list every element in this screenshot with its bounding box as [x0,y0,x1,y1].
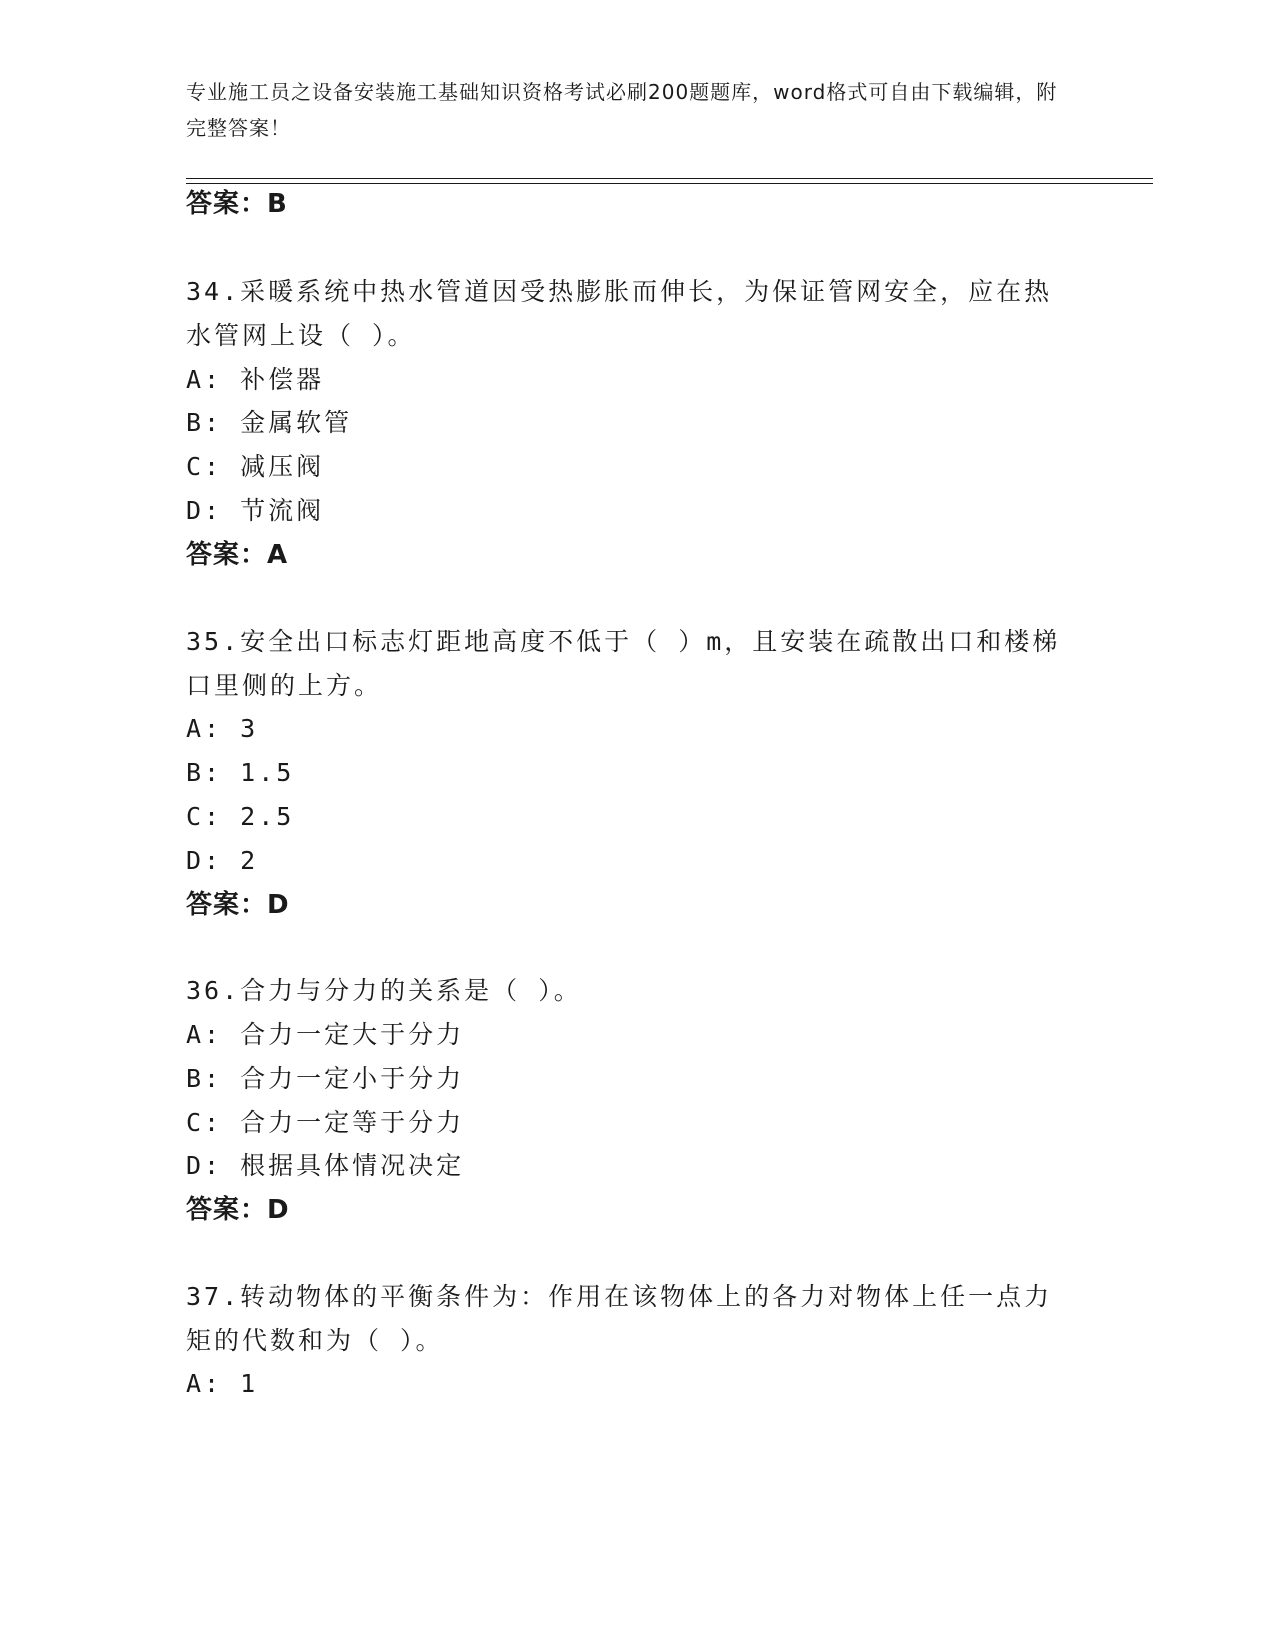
question-stem-continued: 矩的代数和为（ ）。 [186,1326,444,1355]
option-c: C: 2.5 [186,802,295,831]
question-stem-continued: 水管网上设（ ）。 [186,321,416,350]
option-d: D: 2 [186,846,259,875]
option-b: B: 金属软管 [186,408,353,437]
question-stem: 37.转动物体的平衡条件为：作用在该物体上的各力对物体上任一点力 [186,1282,1053,1311]
option-d: D: 节流阀 [186,496,325,525]
header-divider-bottom [186,183,1153,184]
answer-line: 答案：B [186,189,288,219]
option-b: B: 合力一定小于分力 [186,1064,465,1093]
document-header: 专业施工员之设备安装施工基础知识资格考试必刷200题题库，word格式可自由下载编辑，附完整答案！ [186,80,1058,140]
option-c: C: 减压阀 [186,452,325,481]
option-a: A: 补偿器 [186,365,325,394]
option-a: A: 1 [186,1369,259,1398]
question-stem: 34.采暖系统中热水管道因受热膨胀而伸长，为保证管网安全，应在热 [186,277,1053,306]
answer-line: 答案：A [186,540,289,570]
option-b: B: 1.5 [186,758,295,787]
option-c: C: 合力一定等于分力 [186,1108,465,1137]
option-a: A: 合力一定大于分力 [186,1020,465,1049]
option-a: A: 3 [186,714,259,743]
question-stem: 35.安全出口标志灯距地高度不低于（ ）m，且安装在疏散出口和楼梯 [186,627,1061,656]
answer-line: 答案：D [186,890,290,920]
answer-line: 答案：D [186,1195,290,1225]
option-d: D: 根据具体情况决定 [186,1151,465,1180]
header-divider-top [186,178,1153,179]
question-stem-continued: 口里侧的上方。 [186,671,383,700]
question-stem: 36.合力与分力的关系是（ ）。 [186,976,582,1005]
